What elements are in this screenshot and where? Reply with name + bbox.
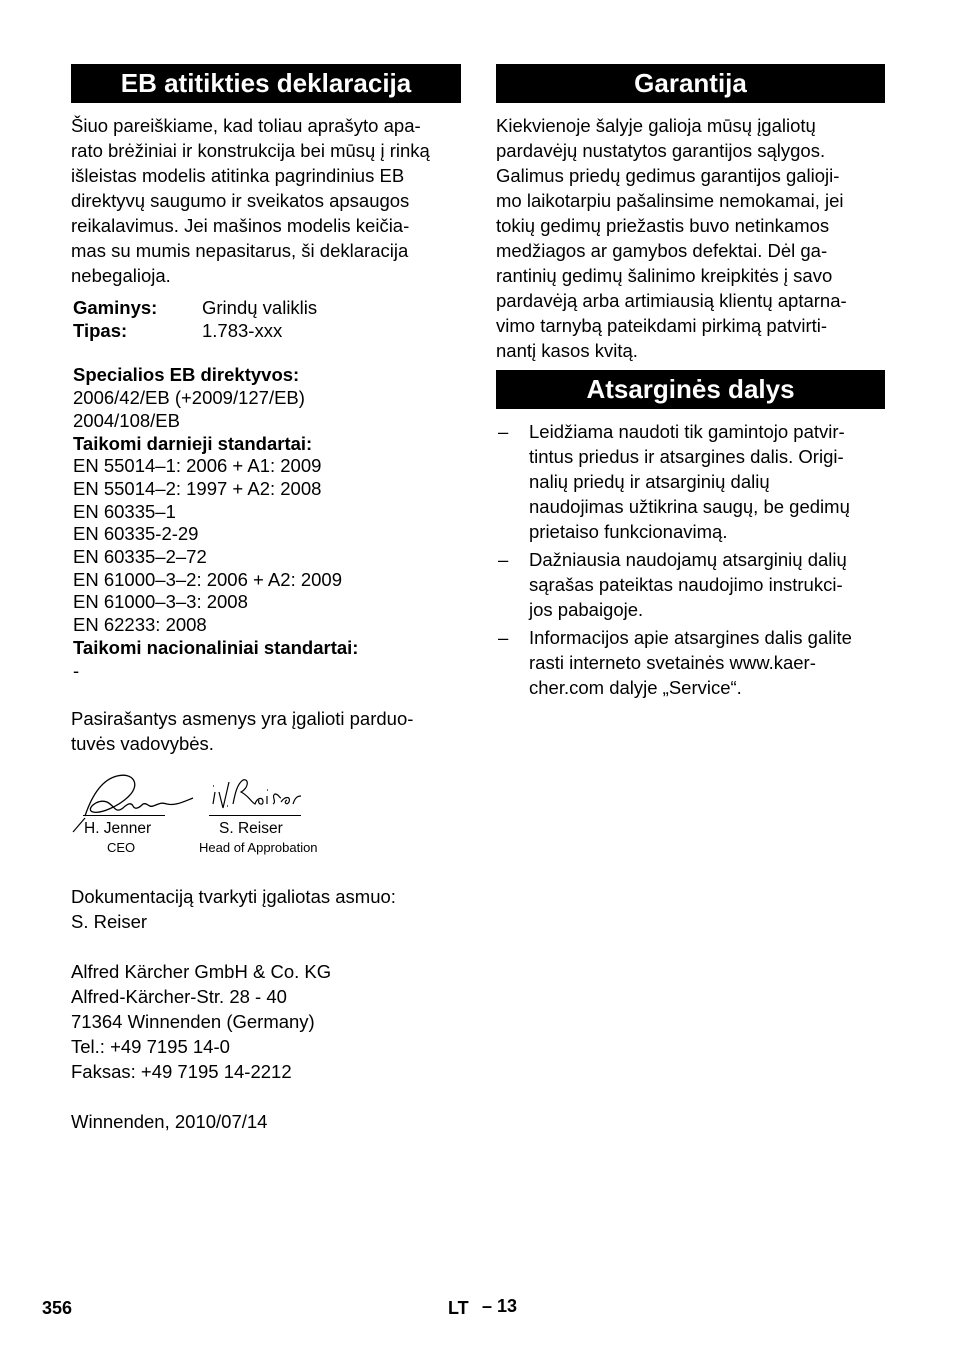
signer2-role: Head of Approbation xyxy=(199,840,318,856)
signer2-name: S. Reiser xyxy=(219,820,283,838)
dash-bullet: – xyxy=(498,421,509,442)
documentation-person: Dokumentaciją tvarkyti įgaliotas asmuo: S. Reiser xyxy=(71,886,396,933)
list-item: – Leidžiama naudoti tik gamintojo patvir- tintus priedus ir atsargines dalis. Origi- nalių priedų ir atsarginių dalių naudojimas užtikrina saugų, be gedimų prietaiso funkcionavimą. xyxy=(498,421,850,542)
signer1-name: H. Jenner xyxy=(84,820,152,838)
parts-list xyxy=(496,419,885,700)
product-value: Grindų valiklis xyxy=(202,297,318,318)
standard-item: EN 60335-2-29 xyxy=(73,523,199,545)
signer1-role: CEO xyxy=(107,840,136,856)
directive-item: 2006/42/EB (+2009/127/EB) xyxy=(73,387,305,409)
directive-item: 2004/108/EB xyxy=(73,409,180,431)
product-row xyxy=(73,297,461,320)
national-label: Taikomi nacionaliniai standartai: xyxy=(73,636,359,658)
warranty-column xyxy=(496,64,885,703)
section-page: – 13 xyxy=(482,1296,518,1316)
standards-block xyxy=(71,364,461,682)
harmonized-label: Taikomi darnieji standartai: xyxy=(73,432,313,454)
signatures xyxy=(71,768,461,868)
national-value: - xyxy=(73,659,80,681)
standard-item: EN 61000–3–2: 2006 + A2: 2009 xyxy=(73,568,342,590)
declaration-intro: Šiuo pareiškiame, kad toliau aprašyto apa- rato brėžiniai ir konstrukcija bei mūsų į rinką išleistas modelis atitinka pagrindinius EB direktyvų saugumo ir sveikatos apsaugos reikalavimus. Jei mašinos modelis keičia- mas su mumis nepasitarus, ši deklaracija nebegalioja. xyxy=(71,115,430,286)
signature-reiser xyxy=(209,774,309,820)
warranty-text: Kiekvienoje šalyje galioja mūsų įgaliotų pardavėjų nustatytos garantijos sąlygos. Galimus priedų gedimus garantijos galioji- mo laikotarpiu pašalinsime nemokamai, jei tokių gedimų priežastis buvo netinkamos medžiagos ar gamybos defektai. Dėl ga- rantinių gedimų šalinimo kreipkitės į savo pardavėją arba artimiausią klientų aptarna- vimo tarnybą pateikdami pirkimą patvirti- nantį kasos kvitą. xyxy=(496,115,847,361)
warranty-heading: Garantija xyxy=(496,64,885,103)
type-row xyxy=(73,320,461,343)
parts-heading: Atsarginės dalys xyxy=(496,370,885,409)
type-label: Tipas: xyxy=(73,319,128,341)
product-info xyxy=(71,297,461,342)
standard-item: EN 61000–3–3: 2008 xyxy=(73,591,248,613)
standard-item: EN 62233: 2008 xyxy=(73,614,207,636)
place-date: Winnenden, 2010/07/14 xyxy=(71,1111,268,1133)
signature-line xyxy=(83,815,165,816)
list-item: – Dažniausia naudojamų atsarginių dalių sąrašas pateiktas naudojimo instrukci- jos pabaigoje. xyxy=(498,549,847,620)
standard-item: EN 55014–2: 1997 + A2: 2008 xyxy=(73,477,322,499)
signers-note: Pasirašantys asmenys yra įgalioti parduo- tuvės vadovybės. xyxy=(71,708,414,755)
page-number: 356 xyxy=(42,1298,73,1318)
dash-bullet: – xyxy=(498,627,509,648)
product-label: Gaminys: xyxy=(73,297,158,318)
signature-line xyxy=(209,815,301,816)
standard-item: EN 60335–1 xyxy=(73,500,176,522)
standard-item: EN 55014–1: 2006 + A1: 2009 xyxy=(73,455,322,477)
dash-bullet: – xyxy=(498,549,509,570)
standard-item: EN 60335–2–72 xyxy=(73,546,207,568)
company-address: Alfred Kärcher GmbH & Co. KG Alfred-Kärcher-Str. 28 - 40 71364 Winnenden (Germany) Tel.: +49 7195 14-0 Faksas: +49 7195 14-2212 xyxy=(71,961,332,1083)
declaration-heading: EB atitikties deklaracija xyxy=(71,64,461,103)
list-item: – Informacijos apie atsargines dalis galite rasti interneto svetainės www.kaer- cher.com dalyje „Service“. xyxy=(498,627,852,698)
directives-label: Specialios EB direktyvos: xyxy=(73,364,300,386)
type-value: 1.783-xxx xyxy=(202,319,283,341)
language-code: LT xyxy=(448,1298,469,1318)
declaration-column xyxy=(71,64,461,1134)
